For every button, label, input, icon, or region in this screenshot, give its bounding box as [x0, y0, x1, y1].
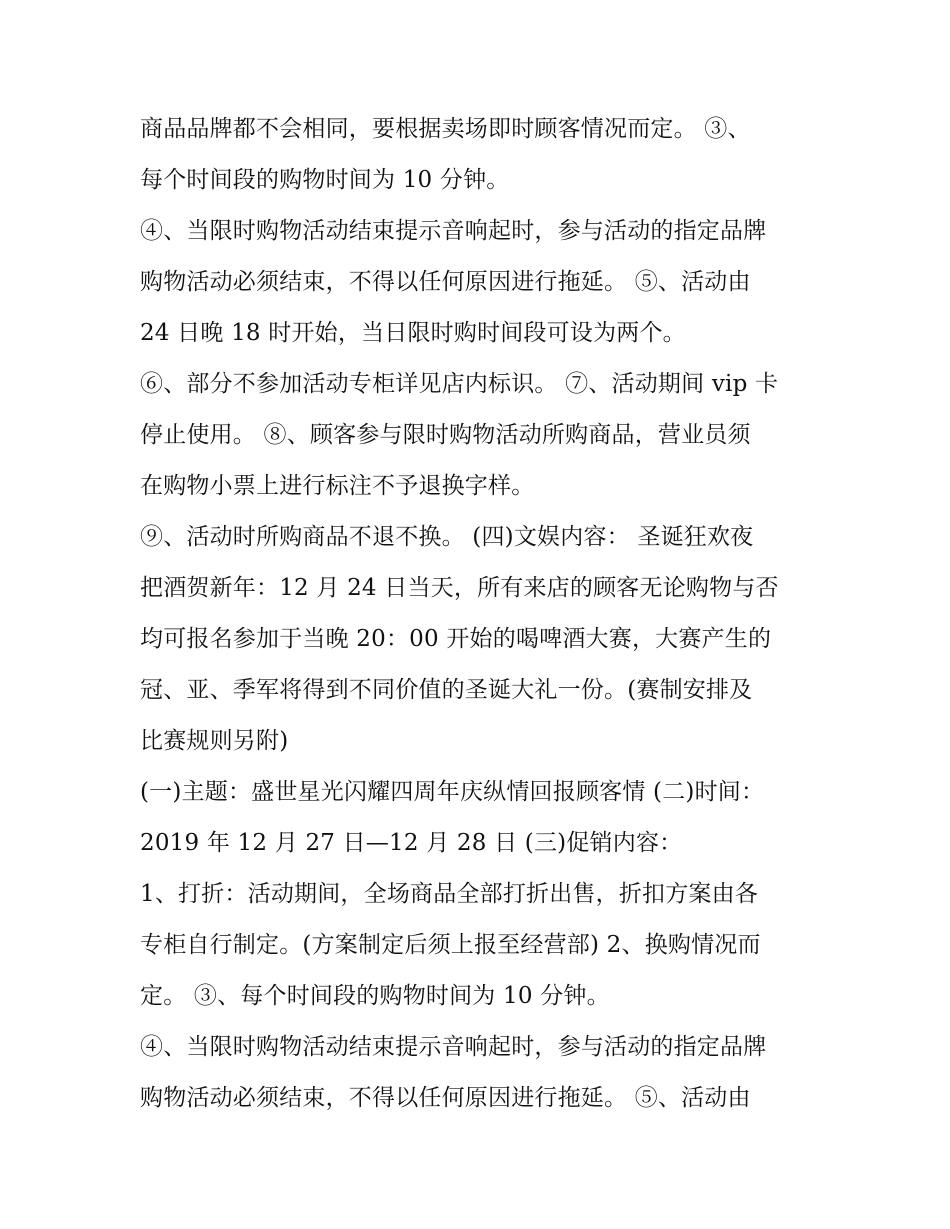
- text-line: 停止使用。 ⑧、顾客参与限时购物活动所购商品，营业员须: [140, 422, 751, 448]
- text-line: 在购物小票上进行标注不予退换字样。: [140, 473, 535, 499]
- text-line: 定。 ③、每个时间段的购物时间为 10 分钟。: [140, 983, 610, 1009]
- text-line: ④、当限时购物活动结束提示音响起时，参与活动的指定品牌: [140, 1034, 767, 1060]
- text-line: 1、打折：活动期间，全场商品全部打折出售，折扣方案由各: [140, 881, 759, 907]
- text-line: 把酒贺新年：12 月 24 日当天，所有来店的顾客无论购物与否: [140, 575, 779, 601]
- text-line: 商品品牌都不会相同，要根据卖场即时顾客情况而定。 ③、: [140, 116, 751, 142]
- text-line: 专柜自行制定。(方案制定后须上报至经营部) 2、换购情况而: [140, 932, 761, 958]
- text-line: 购物活动必须结束，不得以任何原因进行拖延。 ⑤、活动由: [140, 1085, 751, 1111]
- text-line: 冠、亚、季军将得到不同价值的圣诞大礼一份。(赛制安排及: [140, 677, 753, 703]
- text-line: 均可报名参加于当晚 20：00 开始的喝啤酒大赛，大赛产生的: [140, 626, 772, 652]
- text-line: 2019 年 12 月 27 日—12 月 28 日 (三)促销内容：: [140, 830, 683, 856]
- text-line: ④、当限时购物活动结束提示音响起时，参与活动的指定品牌: [140, 218, 767, 244]
- text-line: 比赛规则另附): [140, 728, 289, 754]
- text-line: ⑨、活动时所购商品不退不换。 (四)文娱内容： 圣诞狂欢夜: [140, 524, 754, 550]
- text-line: 每个时间段的购物时间为 10 分钟。: [140, 167, 510, 193]
- text-line: (一)主题：盛世星光闪耀四周年庆纵情回报顾客情 (二)时间：: [140, 779, 765, 805]
- text-line: ⑥、部分不参加活动专柜详见店内标识。 ⑦、活动期间 vip 卡: [140, 371, 779, 397]
- text-line: 24 日晚 18 时开始，当日限时购时间段可设为两个。: [140, 320, 686, 346]
- text-line: 购物活动必须结束，不得以任何原因进行拖延。 ⑤、活动由: [140, 269, 751, 295]
